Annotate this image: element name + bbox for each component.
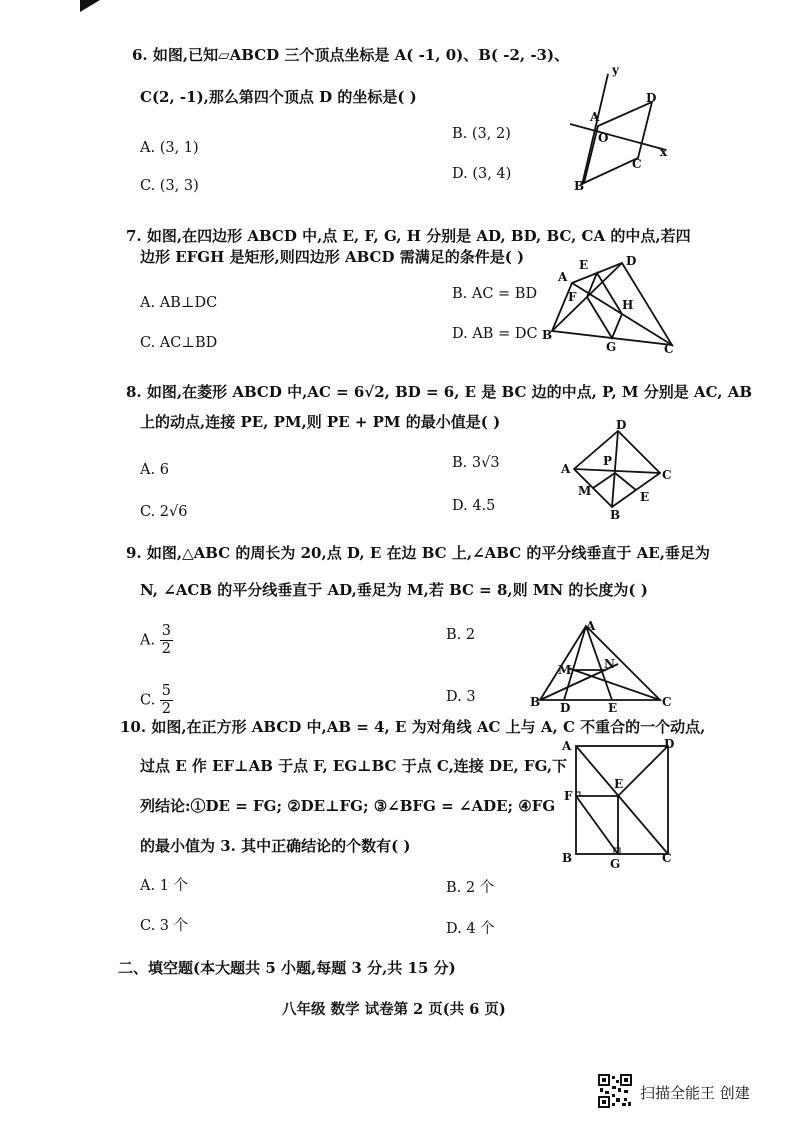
q10-label-a: A: [562, 739, 572, 753]
q8-option-d[interactable]: D. 4.5: [452, 498, 496, 514]
q8-label-b: B: [610, 508, 621, 522]
q9-option-c-denominator: 2: [161, 701, 172, 717]
q10-label-d: D: [664, 737, 675, 751]
section-fill-in-blank-heading: 二、填空题(本大题共 5 小题,每题 3 分,共 15 分): [118, 959, 456, 977]
q6-stem-line1: 6. 如图,已知▱ABCD 三个顶点坐标是 A( -1, 0)、B( -2, -3)、: [132, 46, 570, 64]
q7-label-f: F: [568, 290, 577, 304]
q6-label-d: D: [646, 91, 657, 105]
q10-option-a[interactable]: A. 1 个: [140, 878, 189, 894]
q10-label-c: C: [662, 851, 672, 865]
q6-label-x: x: [660, 145, 668, 159]
q9-option-c-prefix: C.: [140, 692, 156, 709]
q10-option-c[interactable]: C. 3 个: [140, 918, 189, 934]
q6-label-b: B: [574, 179, 585, 193]
q7-label-b: B: [542, 328, 553, 342]
q7-label-a: A: [558, 270, 568, 284]
q7-option-a[interactable]: A. AB⊥DC: [140, 295, 218, 311]
q9-figure: [528, 612, 678, 712]
q9-label-e: E: [608, 701, 618, 712]
q9-option-a-prefix: A.: [140, 632, 156, 649]
q8-figure: [556, 415, 681, 523]
q10-figure: [558, 736, 680, 872]
q6-option-a[interactable]: A. (3, 1): [140, 140, 199, 156]
q10-label-f: F: [564, 789, 573, 803]
q9-option-a-denominator: 2: [161, 641, 171, 657]
q6-label-y: y: [612, 63, 619, 77]
q9-option-b[interactable]: B. 2: [446, 627, 476, 643]
q10-stem-line1: 10. 如图,在正方形 ABCD 中,AB = 4, E 为对角线 AC 上与 A, C 不重合的一个动点,: [120, 718, 706, 736]
q8-label-p: P: [603, 454, 613, 468]
q9-stem-line2: N, ∠ACB 的平分线垂直于 AD,垂足为 M,若 BC = 8,则 MN 的长度为( ): [140, 581, 648, 599]
q6-stem-line2: C(2, -1),那么第四个顶点 D 的坐标是( ): [140, 88, 417, 106]
q8-option-c[interactable]: C. 2√6: [140, 504, 188, 520]
q8-label-a: A: [561, 462, 571, 476]
qr-code-icon: [598, 1074, 632, 1108]
q6-label-a: A: [590, 110, 600, 124]
q8-label-d: D: [616, 418, 627, 432]
q9-label-c: C: [662, 695, 672, 709]
q8-label-c: C: [662, 468, 672, 482]
q6-label-o: O: [598, 131, 609, 145]
q8-option-a[interactable]: A. 6: [140, 462, 169, 478]
q9-option-a-fraction: [160, 623, 173, 658]
q7-option-b[interactable]: B. AC = BD: [452, 286, 538, 302]
q7-label-c: C: [664, 342, 674, 355]
q6-figure: [560, 60, 680, 195]
q9-label-b: B: [530, 695, 541, 709]
page-corner-mark: [80, 0, 100, 12]
q6-option-b[interactable]: B. (3, 2): [452, 126, 511, 142]
q10-stem-line3: 列结论:①DE = FG; ②DE⊥FG; ③∠BFG = ∠ADE; ④FG: [140, 797, 556, 815]
q6-option-d[interactable]: D. (3, 4): [452, 166, 512, 182]
q9-option-a-numerator: 3: [161, 623, 171, 639]
q8-stem-line2: 上的动点,连接 PE, PM,则 PE + PM 的最小值是( ): [140, 413, 501, 431]
q8-stem-line1: 8. 如图,在菱形 ABCD 中,AC = 6√2, BD = 6, E 是 BC 边的中点, P, M 分别是 AC, AB: [126, 383, 753, 401]
q9-label-n: N: [604, 657, 615, 671]
q9-option-c-fraction: [160, 683, 173, 718]
q6-label-c: C: [632, 157, 642, 171]
q9-label-a: A: [586, 619, 596, 633]
scanner-watermark-text: 扫描全能王 创建: [640, 1084, 750, 1102]
q9-option-d[interactable]: D. 3: [446, 689, 476, 705]
q9-label-d: D: [560, 701, 571, 712]
q9-option-c-numerator: 5: [161, 683, 172, 699]
q10-stem-line2: 过点 E 作 EF⊥AB 于点 F, EG⊥BC 于点 C,连接 DE, FG,下: [140, 757, 568, 775]
q9-label-m: M: [558, 663, 572, 677]
q7-label-h: H: [622, 298, 634, 312]
q10-label-e: E: [614, 777, 624, 791]
q7-stem-line2: 边形 EFGH 是矩形,则四边形 ABCD 需满足的条件是( ): [140, 248, 525, 266]
q9-option-a[interactable]: [140, 623, 173, 658]
q10-stem-line4: 的最小值为 3. 其中正确结论的个数有( ): [140, 837, 411, 855]
q8-label-m: M: [578, 484, 592, 498]
q7-figure: [540, 255, 680, 355]
q7-option-c[interactable]: C. AC⊥BD: [140, 335, 218, 351]
q9-stem-line1: 9. 如图,△ABC 的周长为 20,点 D, E 在边 BC 上,∠ABC 的平分线垂直于 AE,垂足为: [126, 544, 710, 562]
q7-label-e: E: [579, 258, 589, 272]
page-footer: 八年级 数学 试卷第 2 页(共 6 页): [282, 1001, 506, 1018]
q8-label-e: E: [640, 490, 650, 504]
q10-option-b[interactable]: B. 2 个: [446, 880, 495, 896]
q7-stem-line1: 7. 如图,在四边形 ABCD 中,点 E, F, G, H 分别是 AD, BD, BC, CA 的中点,若四: [126, 227, 691, 245]
q6-option-c[interactable]: C. (3, 3): [140, 178, 199, 194]
q10-option-d[interactable]: D. 4 个: [446, 921, 495, 937]
q7-option-d[interactable]: D. AB = DC: [452, 326, 538, 342]
q10-label-g: G: [610, 857, 621, 871]
q8-option-b[interactable]: B. 3√3: [452, 455, 500, 471]
q7-label-d: D: [626, 255, 637, 268]
q7-label-g: G: [606, 340, 617, 354]
q10-label-b: B: [562, 851, 573, 865]
q9-option-c[interactable]: [140, 683, 173, 718]
